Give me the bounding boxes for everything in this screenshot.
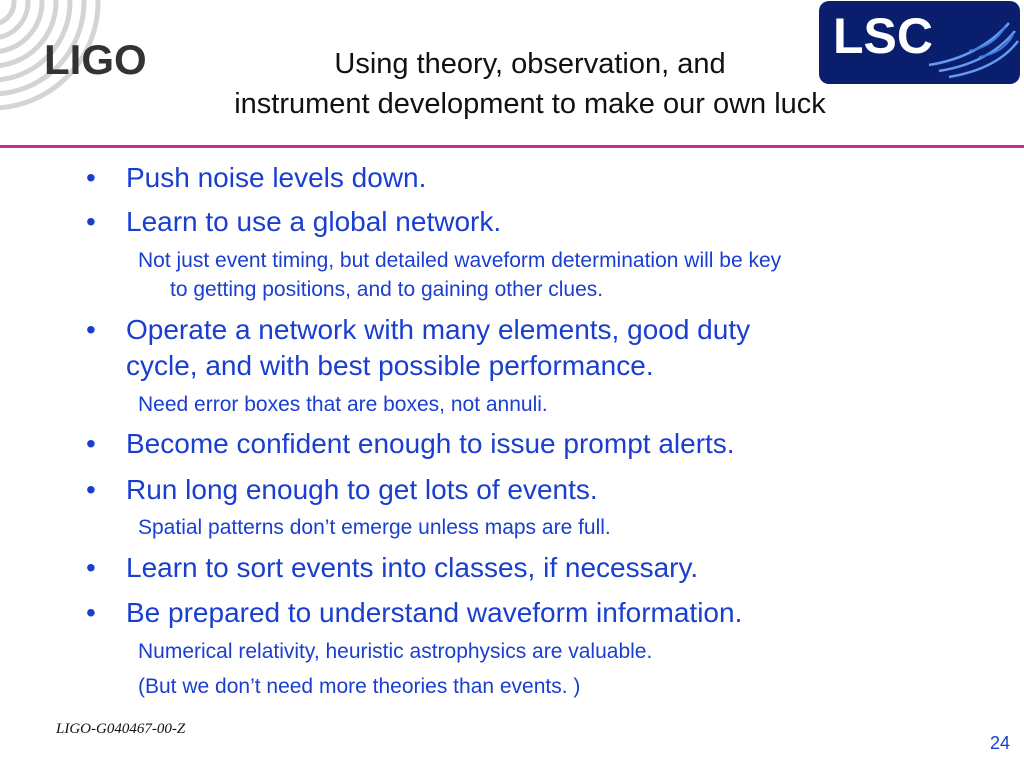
sub-bullet-text: Spatial patterns don’t emerge unless maps are full. [138,516,611,539]
bullet-text: Learn to sort events into classes, if necessary. [126,552,699,583]
bullet-text: Push noise levels down. [126,162,427,193]
page-number: 24 [990,733,1011,753]
sub-bullet-text: Need error boxes that are boxes, not annuli. [138,393,548,416]
bullet-dot: • [86,552,96,583]
title-line-2: instrument development to make our own luck [234,88,826,120]
bullet-text: Be prepared to understand waveform information. [126,597,743,628]
bullet-dot: • [86,206,96,237]
sub-bullet-text: Not just event timing, but detailed waveform determination will be key [138,249,782,272]
bullet-text: cycle, and with best possible performance. [126,350,654,381]
bullet-text: Operate a network with many elements, good duty [126,314,751,345]
bullet-text: Learn to use a global network. [126,206,502,237]
lsc-logo [819,1,1020,84]
sub-bullet-text: Numerical relativity, heuristic astrophysics are valuable. [138,640,653,663]
bullet-dot: • [86,314,96,345]
title-line-1: Using theory, observation, and [334,48,726,80]
lsc-logo-text: LSC [833,8,933,64]
title-divider [0,145,1024,148]
bullet-dot: • [86,428,96,459]
bullet-text: Become confident enough to issue prompt alerts. [126,428,735,459]
document-id: LIGO-G040467-00-Z [56,721,186,737]
ligo-logo: LIGO [44,36,147,83]
bullet-dot: • [86,474,96,505]
bullet-dot: • [86,162,96,193]
bullet-dot: • [86,597,96,628]
sub-bullet-text: (But we don’t need more theories than events. ) [138,675,581,698]
bullet-text: Run long enough to get lots of events. [126,474,598,505]
sub-bullet-text: to getting positions, and to gaining other clues. [170,278,604,301]
slide-title [160,44,900,124]
